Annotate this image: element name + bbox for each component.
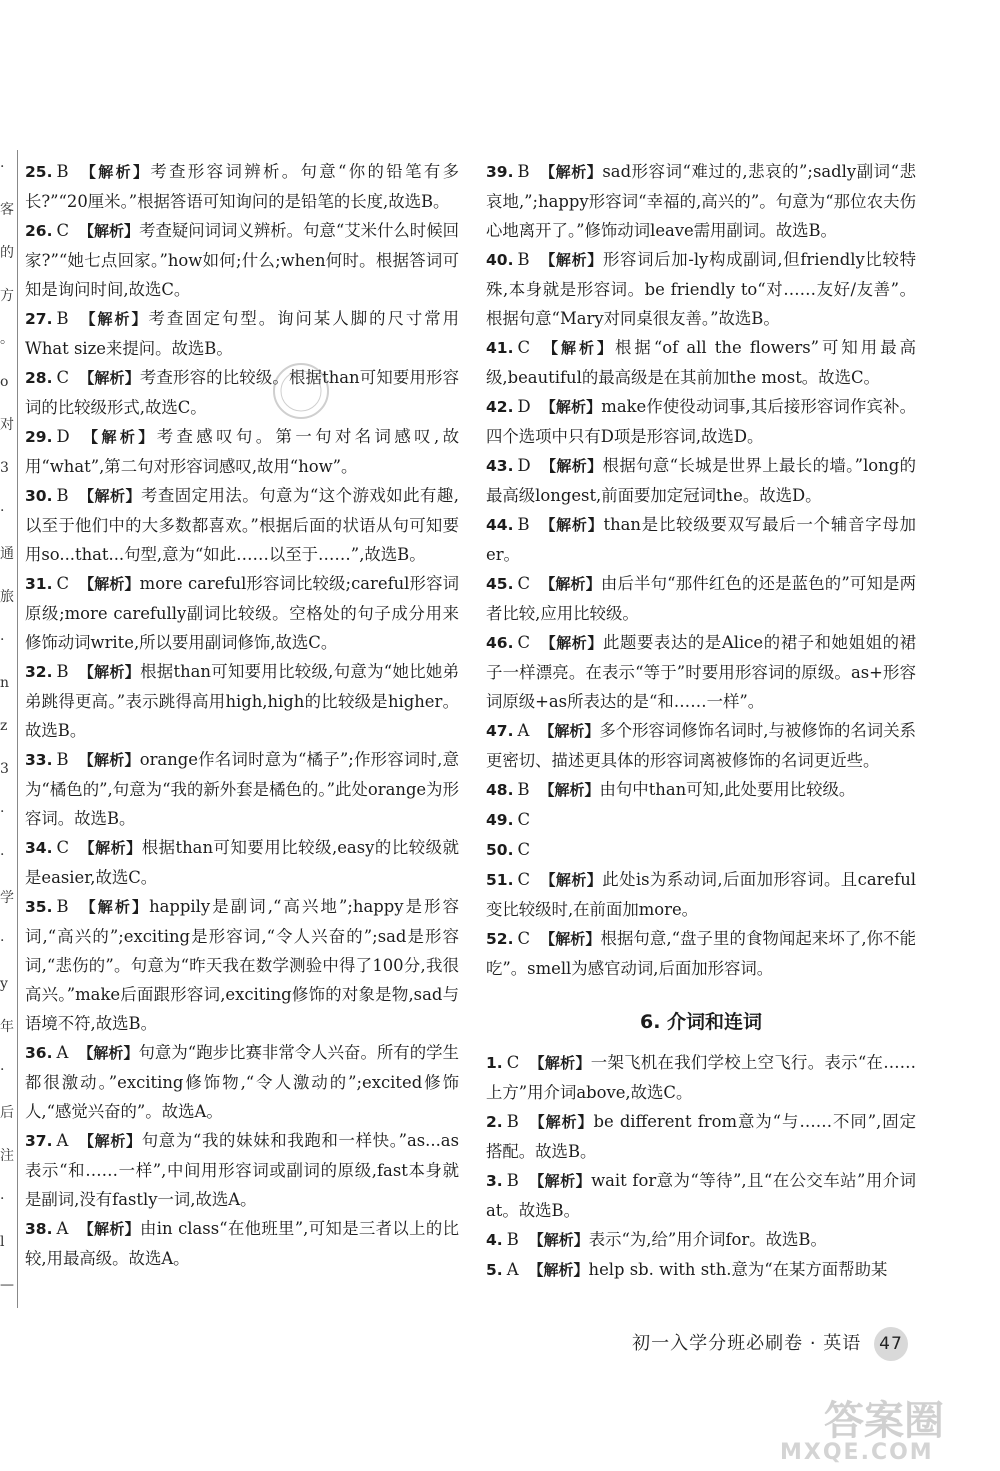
edge-glyph: 年 (0, 1019, 14, 1035)
answer-item (486, 1255, 916, 1285)
item-analysis-tag: 【解析】 (539, 163, 603, 181)
item-answer: B (517, 250, 530, 269)
right-column (486, 157, 916, 1285)
item-explanation: 考查疑问词词义辨析。句意“艾米什么时候回家?”“她七点回家。”how如何;什么;when何时。根据答词可知是询问时间,故选C。 (25, 221, 459, 299)
item-number: 34. (25, 839, 53, 857)
edge-glyph: l (0, 1234, 5, 1250)
item-number: 25. (25, 163, 53, 181)
edge-glyph: · (0, 503, 5, 519)
item-analysis-tag: 【解析】 (528, 1113, 594, 1131)
item-analysis-tag: 【解析】 (78, 898, 150, 916)
item-explanation: 形容词后加-ly构成副词,但friendly比较特殊,本身就是形容词。be friendly to“对……友好/友善”。根据句意“Mary对同桌很友善。”故选B。 (486, 250, 916, 328)
item-number: 27. (25, 310, 53, 328)
edge-glyph: 注 (0, 1148, 14, 1164)
edge-glyph: · (0, 1062, 5, 1078)
answer-item (25, 569, 459, 657)
answer-item (486, 157, 916, 245)
item-number: 39. (486, 163, 514, 181)
item-explanation: help sb. with sth.意为“在某方面帮助某 (588, 1260, 888, 1279)
item-analysis-tag: 【解析】 (528, 1172, 592, 1190)
item-number: 44. (486, 516, 514, 534)
item-analysis-tag: 【解析】 (78, 487, 141, 505)
answer-item (25, 422, 459, 481)
answer-item (486, 865, 916, 924)
item-number: 37. (25, 1132, 53, 1150)
item-number: 32. (25, 663, 53, 681)
answer-item (486, 716, 916, 775)
item-answer: B (517, 780, 530, 799)
item-analysis-tag: 【解析】 (540, 634, 603, 652)
answer-item (486, 451, 916, 510)
answer-item (25, 833, 459, 892)
answer-item (486, 1225, 916, 1255)
item-answer: B (506, 1171, 519, 1190)
item-answer: C (517, 929, 531, 948)
item-answer: B (56, 486, 69, 505)
answer-item (486, 628, 916, 716)
answer-item (25, 481, 459, 569)
answer-item (486, 805, 916, 835)
answer-item (486, 1107, 916, 1166)
item-number: 29. (25, 428, 53, 446)
edge-glyph: 客 (0, 202, 14, 218)
item-analysis-tag: 【解析】 (540, 930, 601, 948)
item-number: 5. (486, 1261, 503, 1279)
item-number: 36. (25, 1044, 53, 1062)
item-analysis-tag: 【解析】 (79, 575, 140, 593)
answer-item (486, 1166, 916, 1225)
item-answer: C (517, 870, 531, 889)
item-explanation: 根据than可知要用比较级,easy的比较级就是easier,故选C。 (25, 838, 459, 887)
edge-glyph: 的 (0, 245, 14, 261)
item-analysis-tag: 【解析】 (540, 575, 601, 593)
answer-item (486, 569, 916, 628)
item-number: 52. (486, 930, 514, 948)
item-answer: C (517, 810, 531, 829)
item-number: 30. (25, 487, 53, 505)
item-explanation: sad形容词“难过的,悲哀的”;sadly副词“悲哀地,”;happy形容词“幸福的,高兴的”。句意为“那位农夫伤心地离开了。”修饰动词leave需用副词。故选B。 (486, 162, 916, 240)
edge-glyph: n (0, 675, 10, 691)
item-analysis-tag: 【解析】 (79, 369, 140, 387)
item-number: 49. (486, 811, 514, 829)
item-answer: C (517, 633, 531, 652)
answer-item (486, 1048, 916, 1107)
item-number: 33. (25, 751, 53, 769)
item-analysis-tag: 【解析】 (78, 663, 141, 681)
edge-glyph: 对 (0, 417, 14, 433)
answer-item (25, 657, 459, 745)
item-answer: C (517, 840, 531, 859)
item-explanation: 根据“of all the flowers”可知用最高级,beautiful的最高级是在其前加the most。故选C。 (486, 338, 916, 387)
item-number: 1. (486, 1054, 503, 1072)
item-answer: B (517, 515, 530, 534)
item-answer: C (56, 574, 70, 593)
answer-item (25, 304, 459, 363)
item-explanation: make作使役动词事,其后接形容词作宾补。四个选项中只有D项是形容词,故选D。 (486, 397, 916, 446)
item-answer: B (56, 662, 69, 681)
edge-glyph: o (0, 374, 9, 390)
item-answer: B (506, 1230, 519, 1249)
item-explanation: 根据句意“长城是世界上最长的墙。”long的最高级longest,前面要加定冠词the。故选D。 (486, 456, 916, 505)
item-number: 35. (25, 898, 53, 916)
item-analysis-tag: 【解析】 (528, 1261, 589, 1279)
item-number: 26. (25, 222, 53, 240)
item-number: 47. (486, 722, 514, 740)
item-number: 40. (486, 251, 514, 269)
answer-item (25, 892, 459, 1038)
column-rule (17, 150, 18, 1308)
answer-item (25, 1038, 459, 1126)
edge-glyph: · (0, 632, 5, 648)
item-answer: B (56, 750, 69, 769)
answer-item (486, 245, 916, 333)
item-analysis-tag: 【解析】 (78, 1132, 142, 1150)
edge-glyph: 学 (0, 890, 14, 906)
item-explanation: 由in class“在他班里”,可知是三者以上的比较,用最高级。故选A。 (25, 1219, 459, 1268)
item-explanation: 考查形容词辨析。句意“你的铅笔有多长?”“20厘米。”根据答语可知询问的是铅笔的长度,故选B。 (25, 162, 459, 211)
item-explanation: be different from意为“与……不同”,固定搭配。故选B。 (486, 1112, 916, 1161)
item-analysis-tag: 【解析】 (540, 339, 616, 357)
answer-item (25, 363, 459, 422)
edge-glyph: 方 (0, 288, 14, 304)
edge-glyph: y (0, 976, 8, 992)
edge-glyph: 3 (0, 460, 9, 476)
item-explanation: 由句中than可知,此处要用比较级。 (599, 780, 856, 799)
item-explanation: 由后半句“那件红色的还是蓝色的”可知是两者比较,应用比较级。 (486, 574, 916, 623)
page-footer (632, 1327, 908, 1361)
item-number: 43. (486, 457, 514, 475)
item-explanation: orange作名词时意为“橘子”;作形容词时,意为“橘色的”,句意为“我的新外套是橘色的。”此处orange为形容词。故选B。 (25, 750, 459, 828)
edge-glyph: 后 (0, 1105, 14, 1121)
answer-item (25, 157, 459, 216)
item-explanation: 一架飞机在我们学校上空飞行。表示“在……上方”用介词above,故选C。 (486, 1053, 916, 1102)
footer-title: 初一入学分班必刷卷 · 英语 (632, 1333, 862, 1354)
edge-glyph: — (0, 1277, 14, 1293)
item-answer: B (56, 309, 69, 328)
answer-item (25, 216, 459, 304)
item-analysis-tag: 【解析】 (540, 871, 603, 889)
answer-item (25, 745, 459, 833)
item-analysis-tag: 【解析】 (539, 781, 600, 799)
item-answer: C (506, 1053, 520, 1072)
item-number: 48. (486, 781, 514, 799)
item-analysis-tag: 【解析】 (78, 751, 140, 769)
item-analysis-tag: 【解析】 (528, 1231, 589, 1249)
edge-glyph: · (0, 804, 5, 820)
item-number: 46. (486, 634, 514, 652)
item-analysis-tag: 【解析】 (539, 722, 600, 740)
item-explanation: 考查形容的比较级。根据than可知要用形容词的比较级形式,故选C。 (25, 368, 459, 417)
item-number: 28. (25, 369, 53, 387)
item-answer: D (56, 427, 70, 446)
item-explanation: 句意为“跑步比赛非常令人兴奋。所有的学生都很激动。”exciting修饰物,“令人激动的”;excited修饰人,“感觉兴奋的”。故选A。 (25, 1043, 459, 1121)
item-answer: C (56, 368, 70, 387)
item-analysis-tag: 【解析】 (78, 310, 149, 328)
item-analysis-tag: 【解析】 (539, 516, 604, 534)
answer-item (486, 924, 916, 983)
item-explanation: 表示“为,给”用介词for。故选B。 (588, 1230, 827, 1249)
answer-item (25, 1126, 459, 1214)
answer-item (486, 392, 916, 451)
item-answer: C (517, 574, 531, 593)
item-explanation: 根据than可知要用比较级,句意为“她比她弟弟跳得更高。”表示跳得高用high,high的比较级是higher。故选B。 (25, 662, 459, 740)
item-analysis-tag: 【解析】 (79, 428, 157, 446)
edge-glyph: z (0, 718, 8, 734)
item-number: 51. (486, 871, 514, 889)
item-answer: A (56, 1131, 69, 1150)
edge-strip (0, 150, 14, 1310)
answer-item (486, 510, 916, 569)
item-answer: A (56, 1043, 69, 1062)
stamp (270, 360, 332, 422)
item-answer: A (506, 1260, 519, 1279)
item-answer: B (506, 1112, 519, 1131)
item-explanation: 考查固定用法。句意为“这个游戏如此有趣,以至于他们中的大多数都喜欢。”根据后面的状语从句可知要用so...that...句型,意为“如此……以至于……”,故选B。 (25, 486, 459, 564)
item-number: 31. (25, 575, 53, 593)
answer-item (486, 835, 916, 865)
item-analysis-tag: 【解析】 (78, 163, 151, 181)
item-answer: C (56, 838, 70, 857)
answer-item (486, 333, 916, 392)
item-explanation: more careful形容词比较级;careful形容词原级;more carefully副词比较级。空格处的句子成分用来修饰动词write,所以要用副词修饰,故选C。 (25, 574, 459, 652)
item-analysis-tag: 【解析】 (529, 1054, 591, 1072)
item-explanation: 考查感叹句。第一句对名词感叹,故用“what”,第二句对形容词感叹,故用“how”。 (25, 427, 459, 476)
item-analysis-tag: 【解析】 (79, 222, 140, 240)
item-number: 41. (486, 339, 514, 357)
item-analysis-tag: 【解析】 (79, 839, 142, 857)
item-number: 38. (25, 1220, 53, 1238)
item-answer: C (56, 221, 70, 240)
item-explanation: 句意为“我的妹妹和我跑和一样快。”as...as表示“和……一样”,中间用形容词或副词的原级,fast本身就是副词,没有fastly一词,故选A。 (25, 1131, 459, 1209)
page-number-badge: 47 (874, 1327, 908, 1361)
watermark-url: MXQE.COM (780, 1440, 934, 1465)
answer-item (25, 1214, 459, 1273)
item-answer: B (56, 897, 69, 916)
edge-glyph: 旅 (0, 589, 14, 605)
left-column (25, 157, 459, 1273)
item-number: 42. (486, 398, 514, 416)
item-explanation: happily是副词,“高兴地”;happy是形容词,“高兴的”;exciting是形容词,“令人兴奋的”;sad是形容词,“悲伤的”。句意为“昨天我在数学测验中得了100分,我很高兴。”make后面跟形容词,exciting修饰的对象是物,sad与语境不符,故选B。 (25, 897, 459, 1033)
edge-glyph: · (0, 847, 5, 863)
edge-glyph: 通 (0, 546, 14, 562)
item-number: 45. (486, 575, 514, 593)
item-answer: C (517, 338, 531, 357)
item-answer: D (517, 397, 531, 416)
item-answer: B (517, 162, 530, 181)
item-answer: D (517, 456, 531, 475)
item-explanation: than是比较级要双写最后一个辅音字母加er。 (486, 515, 916, 564)
item-answer: A (517, 721, 530, 740)
edge-glyph: 。 (0, 331, 14, 347)
item-explanation: 此题要表达的是Alice的裙子和她姐姐的裙子一样漂亮。在表示“等于”时要用形容词的原级。as+形容词原级+as所表达的是“和……一样”。 (486, 633, 916, 711)
item-analysis-tag: 【解析】 (540, 457, 603, 475)
item-explanation: 多个形容词修饰名词时,与被修饰的名词关系更密切、描述更具体的形容词离被修饰的名词更近些。 (486, 721, 916, 770)
item-answer: B (56, 162, 69, 181)
edge-glyph: · (0, 1191, 5, 1207)
watermark-logo-text: 答案圈 (824, 1398, 944, 1444)
item-answer: A (56, 1219, 69, 1238)
item-explanation: 考查固定句型。询问某人脚的尺寸常用What size来提问。故选B。 (25, 309, 459, 358)
edge-glyph: 3 (0, 761, 9, 777)
section-title: 6. 介词和连词 (639, 1011, 763, 1033)
item-number: 2. (486, 1113, 503, 1131)
item-analysis-tag: 【解析】 (78, 1044, 139, 1062)
item-analysis-tag: 【解析】 (540, 398, 602, 416)
item-analysis-tag: 【解析】 (539, 251, 603, 269)
item-number: 50. (486, 841, 514, 859)
item-explanation: wait for意为“等待”,且“在公交车站”用介词at。故选B。 (486, 1171, 916, 1220)
item-explanation: 此处is为系动词,后面加形容词。且careful变比较级时,在前面加more。 (486, 870, 916, 919)
item-analysis-tag: 【解析】 (78, 1220, 141, 1238)
edge-glyph: · (0, 933, 5, 949)
item-number: 4. (486, 1231, 503, 1249)
edge-glyph: · (0, 159, 5, 175)
item-number: 3. (486, 1172, 503, 1190)
item-explanation: 根据句意,“盘子里的食物闻起来坏了,你不能吃”。smell为感官动词,后面加形容词。 (486, 929, 916, 978)
answer-item (486, 775, 916, 805)
